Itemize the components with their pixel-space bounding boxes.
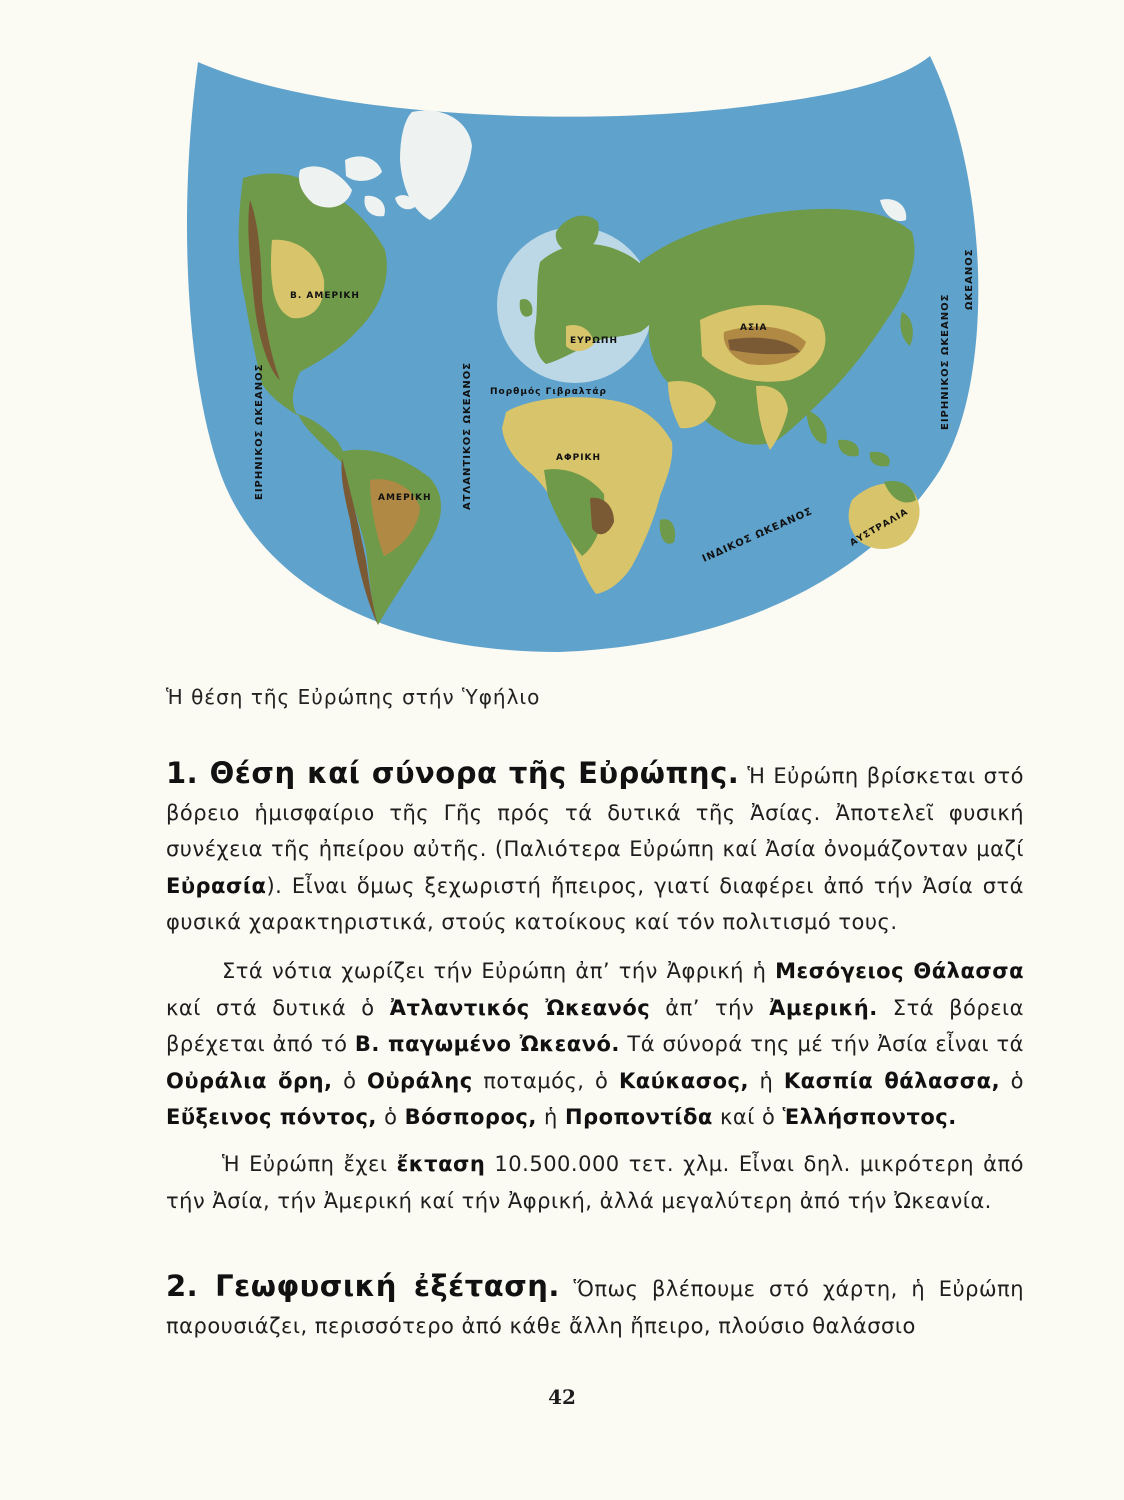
bold-term: Προποντίδα <box>565 1105 713 1129</box>
borders-paragraph <box>166 953 1024 1136</box>
text-run: ἀπ’ τήν <box>650 995 770 1020</box>
label-pacific-right: ΕΙΡΗΝΙΚΟΣ ΩΚΕΑΝΟΣ <box>940 293 951 430</box>
map-caption: Ἡ θέση τῆς Εὐρώπης στήν Ὑφήλιο <box>166 685 541 709</box>
section-1-heading: 1. Θέση καί σύνορα τῆς Εὐρώπης. <box>166 756 740 790</box>
bold-term: Βόσπορος, <box>404 1105 537 1129</box>
text-run: ). Εἶναι ὅμως ξεχωριστή ἤπειρος, γιατί διαφέρει ἀπό τήν Ἀσία στά φυσικά χαρακτηριστικά, στούς κατοίκους καί τόν πολιτισμό τους. <box>166 873 1024 934</box>
label-asia: ΑΣΙΑ <box>740 323 768 333</box>
label-pacific-left: ΕΙΡΗΝΙΚΟΣ ΩΚΕΑΝΟΣ <box>254 363 265 500</box>
text-run: ὁ <box>376 1105 405 1129</box>
section-2-heading: 2. Γεωφυσική ἐξέταση. <box>166 1269 560 1303</box>
label-australia: ΑΥΣΤΡΑΛΙΑ <box>848 507 911 549</box>
label-south-america: ΑΜΕΡΙΚΗ <box>378 493 432 503</box>
bold-term: Κασπία θάλασσα, <box>783 1068 1001 1093</box>
label-north-america: Β. ΑΜΕΡΙΚΗ <box>290 291 360 301</box>
text-run: 10.500.000 τετ. χλμ. Εἶναι δηλ. μικρότερη ἀπό τήν Ἀσία, τήν Ἀμερική καί τήν Ἀφρική, ἀλλά μεγαλύτερη ἀπό τήν Ὠκεανία. <box>166 1152 1024 1213</box>
text-run: καί ὁ <box>712 1105 783 1129</box>
text-run: καί στά δυτικά ὁ <box>166 995 390 1020</box>
bold-term: Οὐράλης <box>367 1068 473 1093</box>
text-run: Τά σύνορά της μέ τήν Ἀσία εἶναι τά <box>619 1032 1024 1056</box>
bold-term: Εὔξεινος πόντος, <box>166 1105 377 1129</box>
label-indian-ocean: ΙΝΔΙΚΟΣ ΩΚΕΑΝΟΣ <box>700 506 815 565</box>
label-europe: ΕΥΡΩΠΗ <box>570 336 618 346</box>
bold-term: Ἑλλήσποντος. <box>782 1105 957 1129</box>
section-2-paragraph <box>166 1268 1024 1344</box>
bold-term: Εὐρασία <box>166 873 267 898</box>
bold-term: Μεσόγειος Θάλασσα <box>775 959 1025 983</box>
bold-term: Ἀτλαντικός Ὠκεανός <box>389 995 651 1020</box>
label-africa: ΑΦΡΙΚΗ <box>556 453 602 463</box>
section-1-paragraph <box>166 755 1024 941</box>
bold-term: Ἀμερική. <box>769 995 878 1020</box>
area-paragraph <box>166 1146 1024 1219</box>
label-pacific-right-top: ΩΚΕΑΝΟΣ <box>964 248 975 310</box>
text-run: Ἡ Εὐρώπη βρίσκεται στό βόρειο ἡμισφαίριο τῆς Γῆς πρός τά δυτικά τῆς Ἀσίας. Ἀποτελεῖ φυσική συνέχεια τῆς ἠπείρου αὐτῆς. (Παλιότερα Εὐρώπη καί Ἀσία ὀνομάζονταν μαζί <box>166 764 1024 861</box>
bold-term: ἔκταση <box>396 1152 486 1176</box>
text-run: ἡ <box>536 1105 565 1129</box>
world-map <box>0 0 1124 665</box>
text-run: ὁ <box>332 1068 368 1093</box>
text-run: Ὅπως βλέπουμε στό χάρτη, ἡ Εὐρώπη παρουσιάζει, περισσότερο ἀπό κάθε ἄλλη ἤπειρο, πλούσιο θαλάσσιο <box>166 1277 1024 1338</box>
text-run: ὁ <box>1000 1068 1025 1093</box>
text-run: Στά βόρεια βρέχεται ἀπό τό <box>166 995 1025 1056</box>
text-run: Στά νότια χωρίζει τήν Εὐρώπη ἀπ’ τήν Ἀφρική ἡ <box>222 959 776 983</box>
bold-term: Β. παγωμένο Ὠκεανό. <box>354 1032 620 1056</box>
label-atlantic: ΑΤΛΑΝΤΙΚΟΣ ΩΚΕΑΝΟΣ <box>462 361 473 510</box>
text-run: ἡ <box>748 1068 784 1093</box>
text-run: ποταμός, ὁ <box>472 1068 619 1093</box>
text-run: Ἡ Εὐρώπη ἔχει <box>222 1152 397 1176</box>
label-gibraltar: Πορθμός Γιβραλτάρ <box>490 387 607 397</box>
world-map-figure <box>0 0 1124 665</box>
bold-term: Καύκασος, <box>618 1068 749 1093</box>
bold-term: Οὐράλια ὄρη, <box>166 1068 333 1093</box>
page-number: 42 <box>548 1385 576 1409</box>
